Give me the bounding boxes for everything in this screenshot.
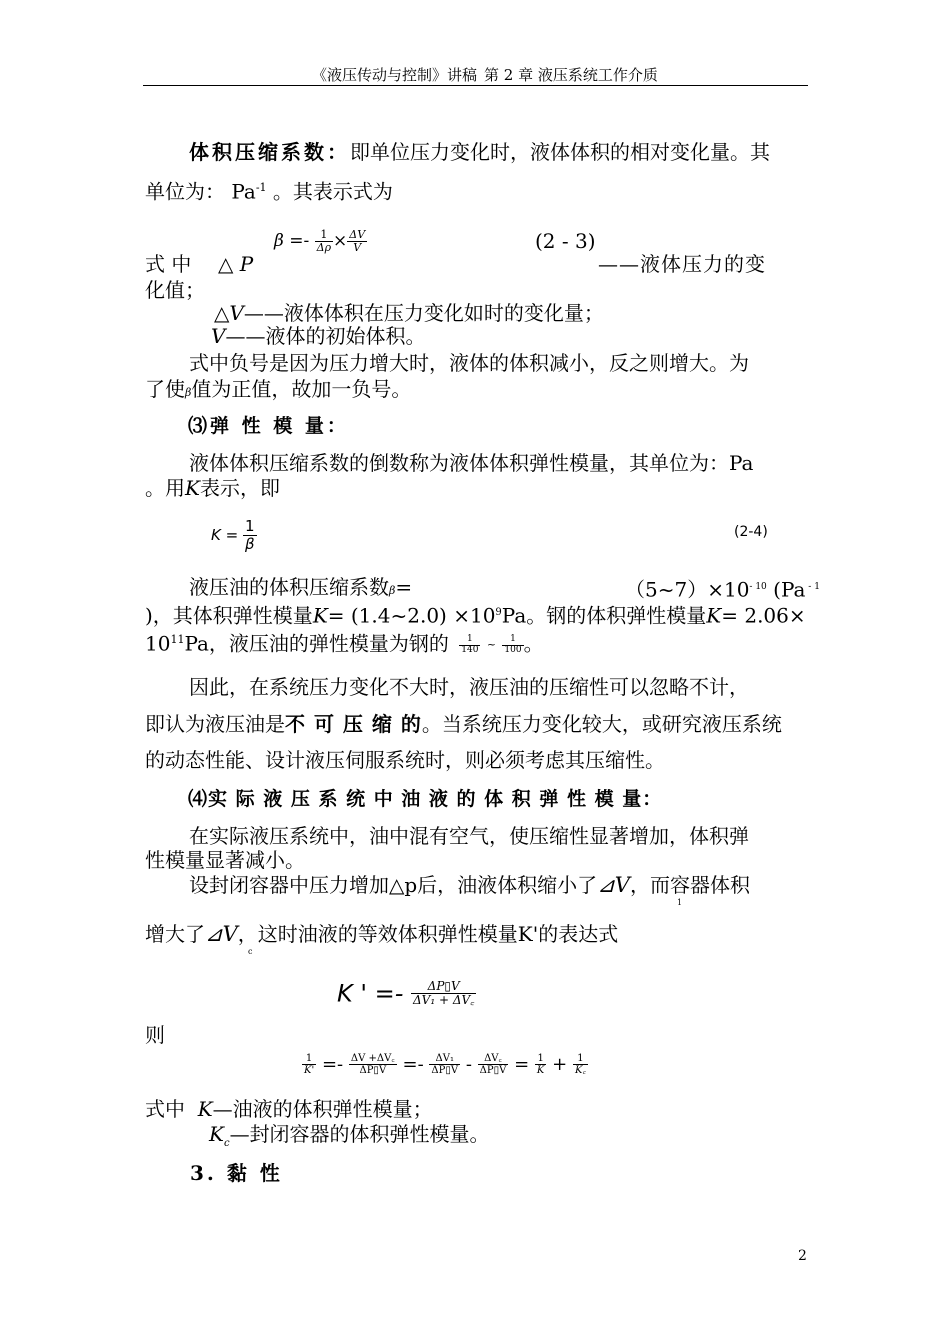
equation-2-3: β =- $\frac{1}{\Delta\rho}$ × $\frac{\Delta V}{V}$ [274,228,366,255]
v-definition: V——液体的初始体积。 [211,324,426,348]
equation-2-4: K = $\frac{1}{\beta}$ [211,517,255,553]
viscosity-heading: 3. 黏 性 [190,1161,283,1185]
negative-sign-line2: 了使β值为正值，故加一负号。 [145,377,412,401]
frac-1-over-kprime: $\frac{1}{K'}$ [304,1053,315,1076]
header-rule [143,85,808,86]
thus-line3: 的动态性能、设计液压伺服系统时，则必须考虑其压缩性。 [145,748,665,772]
where-label: 式 中 [145,252,192,276]
thus-line2: 即认为液压油是不 可 压 缩 的。当系统压力变化较大，或研究液压系统 [145,712,782,736]
fraction-1-over-dp: $\frac{1}{\Delta\rho}$ [316,228,332,255]
subscript-1: 1 [677,898,683,907]
oil-compress-line3: $10^{11}Pa$，液压油的弹性模量为钢的 $\frac{1}{140}$ ~ $\frac{1}{100}$ 。 [145,631,544,656]
frac-1-over-k: $\frac{1}{K}$ [536,1053,545,1076]
thus-line1: 因此，在系统压力变化不大时，液压油的压缩性可以忽略不计， [189,675,749,699]
header-book-title: 《液压传动与控制》讲稿 [312,66,478,84]
fraction-1-over-140: $\frac{1}{140}$ [461,633,479,655]
fraction-1-over-100: $\frac{1}{100}$ [504,633,522,655]
frac-1-over-kc: $\frac{1}{K꜀}$ [574,1053,586,1076]
frac-dv1: $\frac{\text{ΔV₁}}{\Delta P▯V}$ [431,1053,459,1076]
actual-line3: 设封闭容器中压力增加△p后，油液体积缩小了⊿V，而容器体积 [189,873,750,897]
subscript-c: c [248,947,253,956]
actual-heading: ⑷实 际 液 压 系 统 中 油 液 的 体 积 弹 性 模 量： [188,788,663,810]
delta-p-text: ——液体压力的变 [598,252,766,276]
header-chapter-title: 第 2 章 液压系统工作介质 [484,66,658,84]
actual-line1: 在实际液压系统中，油中混有空气，使压缩性显著增加，体积弹 [189,824,749,848]
fraction-dv-over-v: $\frac{\Delta V}{V}$ [349,228,366,255]
delta-p-continuation: 化值； [145,278,205,302]
frac-dv-sum: $\frac{\Delta V +\Delta V꜀}{\Delta P▯V}$ [350,1053,395,1076]
then-label: 则 [145,1023,165,1047]
reciprocal-equation: $\frac{1}{K'}$ =- $\frac{\Delta V +\Delta V꜀}{\Delta P▯V}$ =- $\frac{\text{ΔV₁}}{\Delta P▯V}$ - $\frac{\Delta V꜀}{\Delta P▯V}$ = $\frac{1}{K}$ + $\frac{1}{K꜀}$ [304,1053,586,1076]
frac-dvc: $\frac{\Delta V꜀}{\Delta P▯V}$ [479,1053,507,1076]
equation-number-2-4: (2-4) [734,524,768,540]
compress-definition-line2: 单位为： $Pa^{-1}$ 。其表示式为 [145,179,393,204]
modulus-heading: ⑶弹 性 模 量： [188,415,349,437]
actual-line2: 性模量显著减小。 [145,848,305,872]
delta-v-definition: △V——液体体积在压力变化如时的变化量； [214,301,604,325]
oil-compress-line2: )，其体积弹性模量K= (1.4~2.0) $\times 10^9Pa$。钢的体积弹性模量K= 2.06× [145,603,806,628]
k-prime-fraction: $\frac{\Delta P▯V}{\text{ΔV₁ + ΔV꜀}}$ [413,978,475,1007]
where-kc-line: $K_c—$封闭容器的体积弹性模量。 [209,1122,490,1149]
actual-line4: 增大了⊿V，这时油液的等效体积弹性模量K'的表达式 [145,922,619,946]
modulus-def-line2: 。用K表示，即 [145,476,280,500]
negative-sign-line1: 式中负号是因为压力增大时，液体的体积减小，反之则增大。为 [189,351,749,375]
fraction-1-over-beta: $\frac{1}{\beta}$ [244,517,255,553]
k-prime-equation: K ' =- $\frac{\Delta P▯V}{\text{ΔV₁ + ΔV꜀}}$ [337,978,475,1008]
oil-compress-line1b: $(5\sim 7)\times 10^{- 10}$ (Pa $^{- 1}$ [625,577,820,602]
page-number: 2 [798,1248,807,1264]
delta-p-symbol: △ P [218,252,254,276]
oil-compress-line1a: 液压油的体积压缩系数β= [189,575,413,599]
equation-number-2-3: (2 - 3) [535,229,596,253]
compress-definition-line1: 体积压缩系数：即单位压力变化时，液体体积的相对变化量。其 [189,140,770,164]
modulus-def-line1: 液体体积压缩系数的倒数称为液体体积弹性模量，其单位为：Pa [189,451,754,475]
where-k-line: 式中 K—油液的体积弹性模量； [145,1097,433,1121]
compress-term: 体积压缩系数： [189,140,350,164]
